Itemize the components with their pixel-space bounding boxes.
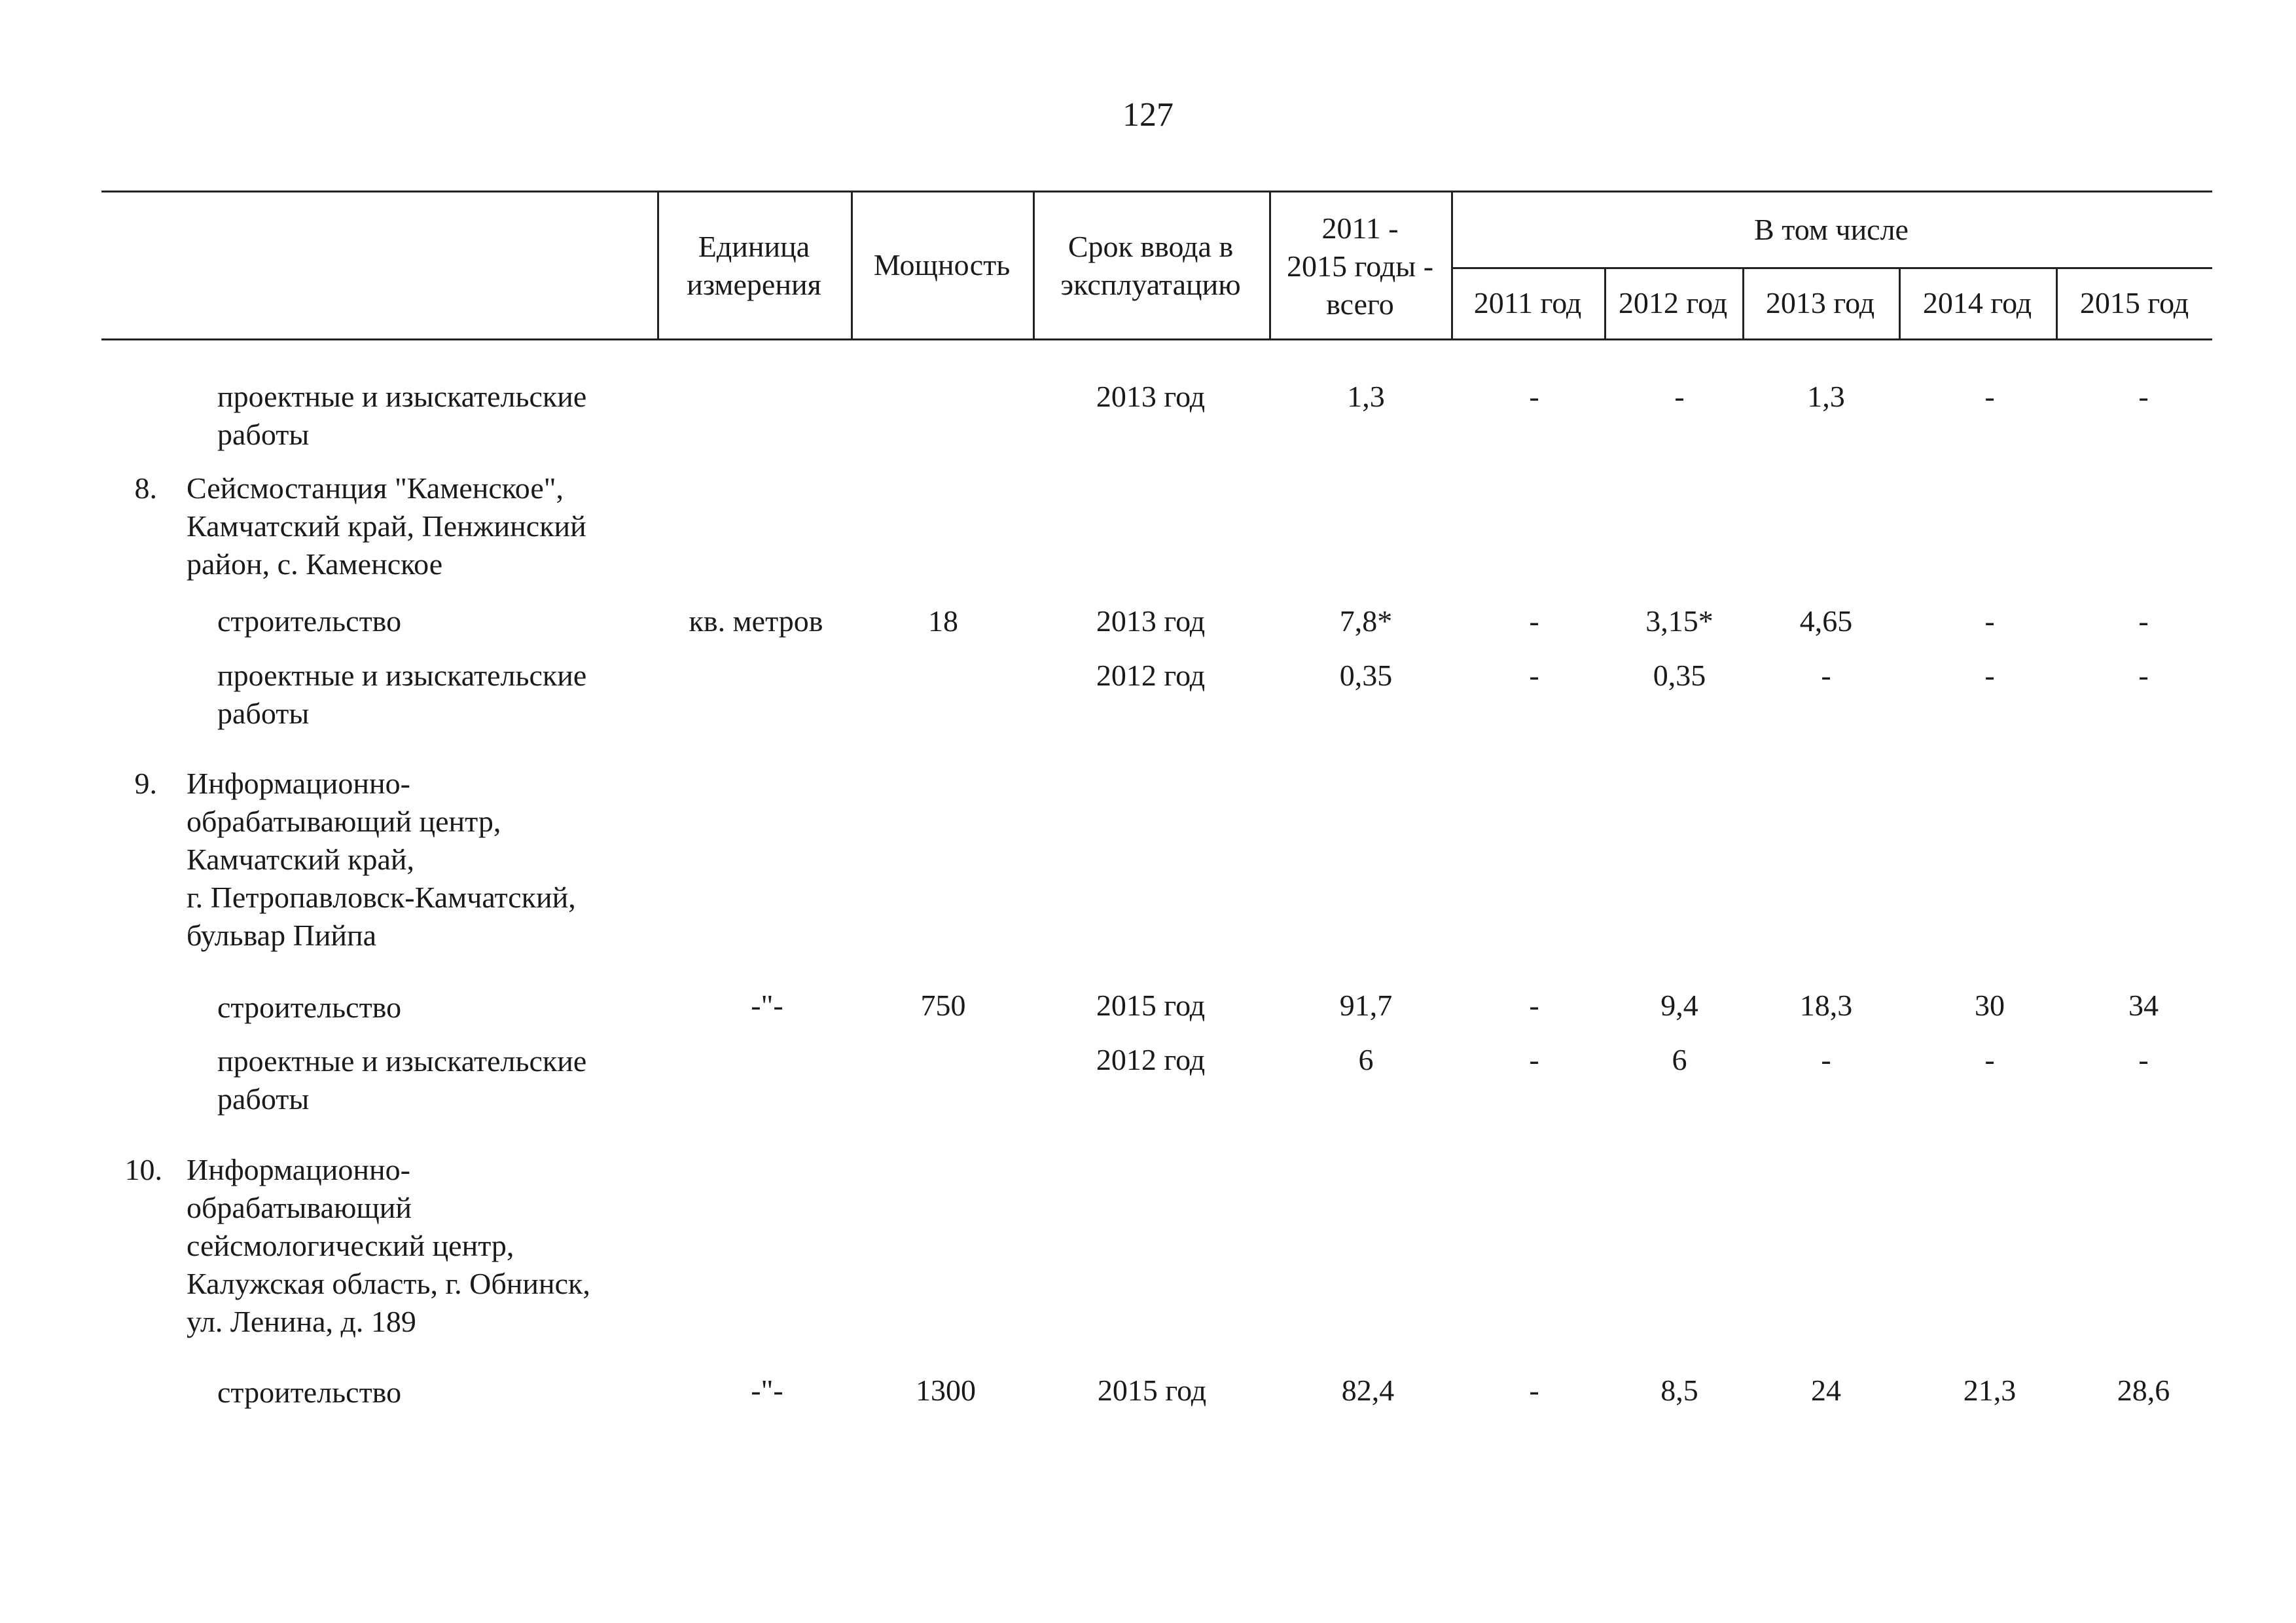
row-2014: - bbox=[1984, 604, 1995, 638]
row-2012: - bbox=[1674, 380, 1685, 413]
including-subheader-border bbox=[1451, 267, 2212, 269]
row-total: 6 bbox=[1358, 1043, 1374, 1076]
row-total: 82,4 bbox=[1341, 1374, 1395, 1407]
row-2014: - bbox=[1984, 380, 1995, 413]
row-2015: 34 bbox=[2128, 989, 2159, 1022]
row-2011: - bbox=[1529, 604, 1539, 638]
row-total: 1,3 bbox=[1347, 380, 1385, 413]
header-bottom-border bbox=[101, 338, 2212, 340]
row-2011: - bbox=[1529, 659, 1539, 692]
row-term: 2015 год bbox=[1097, 1374, 1207, 1407]
row-unit: -"- bbox=[751, 989, 783, 1022]
row-2014: - bbox=[1984, 1043, 1995, 1076]
column-divider bbox=[1604, 267, 1606, 338]
row-term: 2013 год bbox=[1096, 380, 1206, 413]
header-year-2013: 2013 год bbox=[1765, 286, 1875, 319]
column-divider bbox=[1899, 267, 1901, 338]
row-2015: - bbox=[2138, 380, 2149, 413]
page-number: 127 bbox=[1122, 96, 1174, 134]
row-term: 2013 год bbox=[1096, 604, 1206, 638]
row-total: 0,35 bbox=[1339, 659, 1393, 692]
row-2013: 1,3 bbox=[1807, 380, 1845, 413]
row-capacity: 18 bbox=[928, 604, 958, 638]
row-2014: - bbox=[1984, 659, 1995, 692]
row-2013: - bbox=[1821, 1043, 1831, 1076]
row-2013: 24 bbox=[1811, 1374, 1841, 1407]
header-total: 2011 - 2015 годы - всего bbox=[1286, 211, 1434, 321]
row-number: 10. bbox=[124, 1153, 162, 1186]
row-number: 9. bbox=[134, 767, 157, 800]
header-capacity: Мощность bbox=[873, 248, 1011, 282]
row-2015: - bbox=[2138, 659, 2149, 692]
column-divider bbox=[1033, 191, 1035, 338]
header-year-2012: 2012 год bbox=[1618, 286, 1728, 319]
row-name: строительство bbox=[217, 604, 402, 638]
column-divider bbox=[1742, 267, 1744, 338]
column-divider bbox=[1451, 191, 1453, 338]
row-unit: -"- bbox=[751, 1374, 783, 1407]
header-year-2015: 2015 год bbox=[2079, 286, 2189, 319]
row-name: проектные и изыскательские работы bbox=[217, 380, 587, 451]
row-2015: - bbox=[2138, 604, 2149, 638]
row-name: проектные и изыскательские работы bbox=[217, 659, 587, 730]
row-2015: 28,6 bbox=[2117, 1374, 2170, 1407]
header-year-2014: 2014 год bbox=[1922, 286, 2032, 319]
row-2012: 9,4 bbox=[1660, 989, 1698, 1022]
row-capacity: 750 bbox=[920, 989, 966, 1022]
row-term: 2012 год bbox=[1096, 1043, 1206, 1076]
row-total: 7,8* bbox=[1339, 604, 1393, 638]
row-2012: 8,5 bbox=[1660, 1374, 1698, 1407]
row-term: 2015 год bbox=[1096, 989, 1206, 1022]
row-2011: - bbox=[1529, 1374, 1539, 1407]
row-total: 91,7 bbox=[1339, 989, 1393, 1022]
header-unit: Единица измерения bbox=[687, 230, 821, 301]
header-year-2011: 2011 год bbox=[1473, 286, 1582, 319]
row-2013: 18,3 bbox=[1799, 989, 1853, 1022]
column-divider bbox=[2056, 267, 2058, 338]
row-2011: - bbox=[1529, 380, 1539, 413]
row-name: проектные и изыскательские работы bbox=[217, 1044, 587, 1116]
row-2012: 3,15* bbox=[1645, 604, 1713, 638]
column-divider bbox=[1269, 191, 1271, 338]
row-2012: 6 bbox=[1672, 1043, 1687, 1076]
header-including: В том числе bbox=[1754, 213, 1909, 246]
row-2012: 0,35 bbox=[1653, 659, 1706, 692]
row-2011: - bbox=[1529, 1043, 1539, 1076]
row-number: 8. bbox=[134, 471, 157, 505]
row-name: Информационно- обрабатывающий сейсмологический центр, Калужская область, г. Обнинск, ул. Ленина, д. 189 bbox=[187, 1153, 590, 1338]
row-capacity: 1300 bbox=[916, 1374, 976, 1407]
row-term: 2012 год bbox=[1096, 659, 1206, 692]
row-2014: 30 bbox=[1975, 989, 2005, 1022]
row-2013: - bbox=[1821, 659, 1831, 692]
column-divider bbox=[657, 191, 659, 338]
row-2011: - bbox=[1529, 989, 1539, 1022]
row-2013: 4,65 bbox=[1799, 604, 1853, 638]
row-name: Информационно- обрабатывающий центр, Камчатский край, г. Петропавловск-Камчатский, бульвар Пийпа bbox=[187, 767, 576, 952]
row-2014: 21,3 bbox=[1963, 1374, 2017, 1407]
row-name: строительство bbox=[217, 1376, 402, 1409]
header-commission: Срок ввода в эксплуатацию bbox=[1060, 230, 1241, 301]
table-top-border bbox=[101, 191, 2212, 192]
row-name: Сейсмостанция "Каменское", Камчатский край, Пенжинский район, с. Каменское bbox=[187, 471, 586, 581]
row-unit: кв. метров bbox=[689, 604, 823, 638]
column-divider bbox=[851, 191, 853, 338]
row-name: строительство bbox=[217, 991, 402, 1024]
row-2015: - bbox=[2138, 1043, 2149, 1076]
